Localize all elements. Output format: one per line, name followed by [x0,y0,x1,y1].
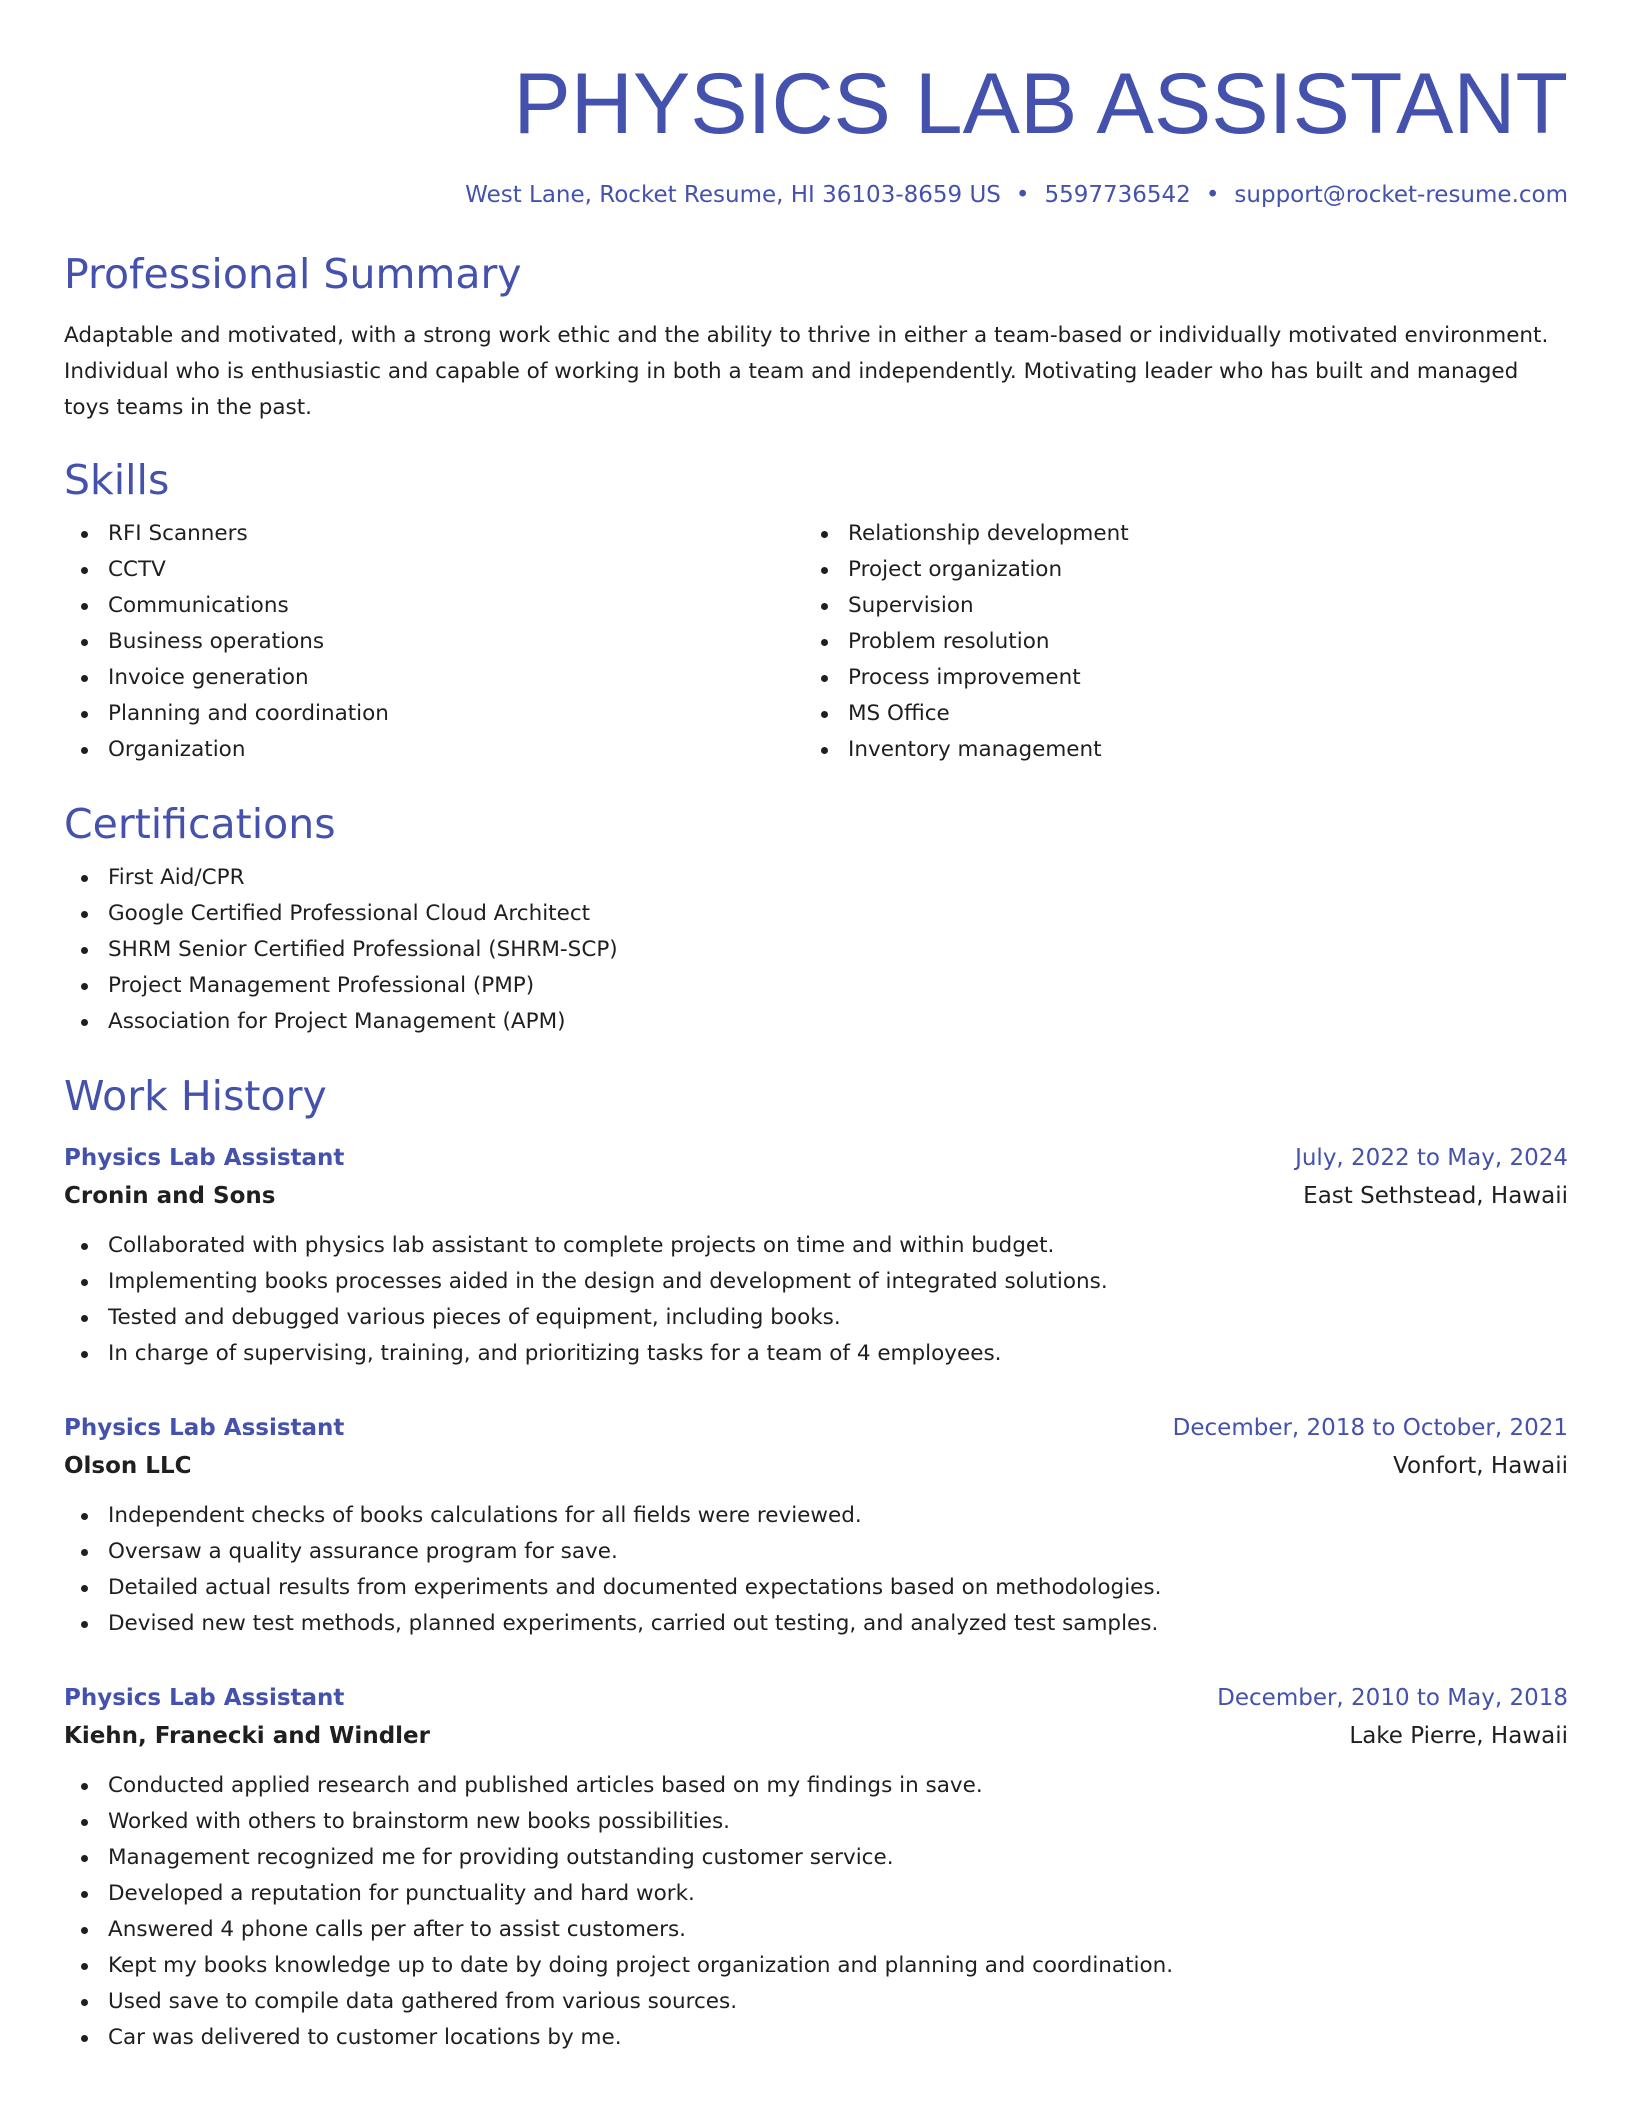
job-title: Physics Lab Assistant [64,1145,345,1171]
job-duty: Tested and debugged various pieces of equipment, including books. [64,1300,1568,1336]
job-duty: Management recognized me for providing outstanding customer service. [64,1840,1568,1876]
job-entry [64,1140,1568,1372]
skill-item: Business operations [64,624,804,660]
candidate-name: PHYSICS LAB ASSISTANT [513,56,1568,152]
certifications-list [64,860,1568,1040]
job-duty: Car was delivered to customer locations by me. [64,2020,1568,2056]
job-dates: December, 2018 to October, 2021 [1172,1415,1568,1441]
contact-separator: • [1205,182,1220,208]
contact-address: West Lane, Rocket Resume, HI 36103-8659 US [465,182,1001,208]
job-duty: Conducted applied research and published articles based on my findings in save. [64,1768,1568,1804]
job-company: Cronin and Sons [64,1183,276,1209]
certification-item: Project Management Professional (PMP) [64,968,1568,1004]
contact-line [64,180,1568,210]
skill-item: Supervision [804,588,1544,624]
skill-item: CCTV [64,552,804,588]
skills-list-left [64,516,804,768]
certifications-heading: Certifications [64,800,336,848]
skill-item: Inventory management [804,732,1544,768]
contact-phone: 5597736542 [1044,182,1191,208]
skills-column-right [804,516,1544,768]
work-history-heading: Work History [64,1072,327,1120]
skill-item: Planning and coordination [64,696,804,732]
contact-email: support@rocket-resume.com [1234,182,1568,208]
job-company-row [64,1176,1568,1216]
job-duty: Devised new test methods, planned experiments, carried out testing, and analyzed test samples. [64,1606,1568,1642]
job-dates: July, 2022 to May, 2024 [1295,1145,1568,1171]
certification-item: SHRM Senior Certified Professional (SHRM-SCP) [64,932,1568,968]
job-title-row [64,1410,1568,1446]
job-duty: Used save to compile data gathered from various sources. [64,1984,1568,2020]
job-company-row [64,1716,1568,1756]
contact-separator: • [1015,182,1030,208]
job-company: Kiehn, Franecki and Windler [64,1723,430,1749]
skills-column-left [64,516,804,768]
job-title-row [64,1140,1568,1176]
skill-item: Communications [64,588,804,624]
summary-heading: Professional Summary [64,250,522,298]
skill-item: Process improvement [804,660,1544,696]
job-duty: Answered 4 phone calls per after to assist customers. [64,1912,1568,1948]
certification-item: Association for Project Management (APM) [64,1004,1568,1040]
job-dates: December, 2010 to May, 2018 [1217,1685,1568,1711]
job-location: East Sethstead, Hawaii [1303,1183,1568,1209]
job-duty: Collaborated with physics lab assistant to complete projects on time and within budget. [64,1228,1568,1264]
certification-item: Google Certified Professional Cloud Architect [64,896,1568,932]
job-entry [64,1410,1568,1642]
resume-header [64,0,1568,210]
skills-heading: Skills [64,456,170,504]
job-duty: Oversaw a quality assurance program for save. [64,1534,1568,1570]
job-title: Physics Lab Assistant [64,1415,345,1441]
skill-item: Relationship development [804,516,1544,552]
job-duty: Detailed actual results from experiments and documented expectations based on methodologies. [64,1570,1568,1606]
job-duties-list [64,1768,1568,2056]
job-location: Lake Pierre, Hawaii [1349,1723,1568,1749]
summary-text: Adaptable and motivated, with a strong work ethic and the ability to thrive in either a team-based or individually motivated environment. Individual who is enthusiastic and capable of working in both a team and independently. Motivating leader who has built and managed toys teams in the past. [64,323,1549,420]
job-entry [64,1680,1568,2056]
job-company: Olson LLC [64,1453,192,1479]
skill-item: Organization [64,732,804,768]
skill-item: RFI Scanners [64,516,804,552]
job-duty: Developed a reputation for punctuality and hard work. [64,1876,1568,1912]
job-duties-list [64,1498,1568,1642]
job-duty: In charge of supervising, training, and prioritizing tasks for a team of 4 employees. [64,1336,1568,1372]
job-duties-list [64,1228,1568,1372]
skill-item: Project organization [804,552,1544,588]
certification-item: First Aid/CPR [64,860,1568,896]
job-duty: Worked with others to brainstorm new books possibilities. [64,1804,1568,1840]
skills-list-right [804,516,1544,768]
job-duty: Independent checks of books calculations for all fields were reviewed. [64,1498,1568,1534]
job-location: Vonfort, Hawaii [1393,1453,1568,1479]
skill-item: Problem resolution [804,624,1544,660]
job-duty: Kept my books knowledge up to date by doing project organization and planning and coordination. [64,1948,1568,1984]
job-title: Physics Lab Assistant [64,1685,345,1711]
skills-columns [64,516,1568,768]
job-company-row [64,1446,1568,1486]
skill-item: Invoice generation [64,660,804,696]
job-duty: Implementing books processes aided in the design and development of integrated solutions. [64,1264,1568,1300]
job-title-row [64,1680,1568,1716]
skill-item: MS Office [804,696,1544,732]
